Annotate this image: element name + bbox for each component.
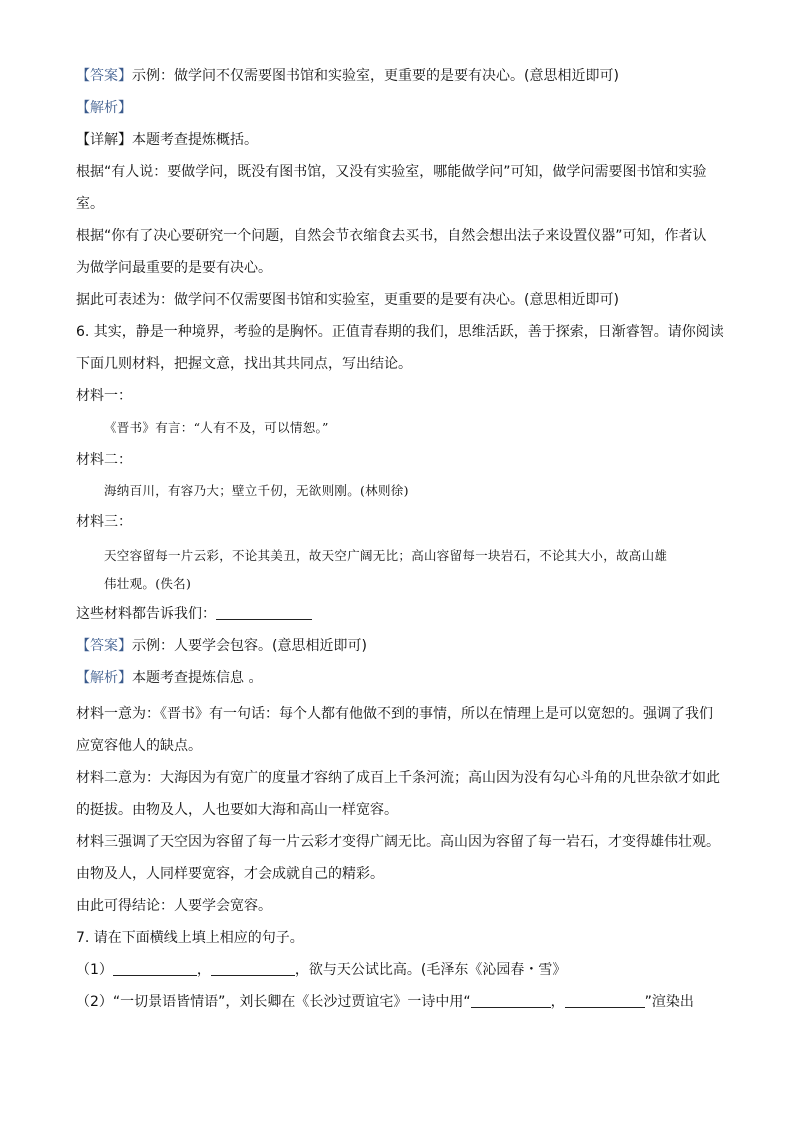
material-3-text: 天空容留每一片云彩，不论其美丑，故天空广阔无比；高山容留每一块岩石，不论其大小，故高山雄 bbox=[104, 548, 668, 563]
q5-conclusion: 据此可表述为：做学问不仅需要图书馆和实验室，更重要的是要有决心。(意思相近即可) bbox=[76, 292, 619, 308]
answer-blank[interactable] bbox=[471, 993, 551, 1008]
q5-answer: 【答案】示例：做学问不仅需要图书馆和实验室，更重要的是要有决心。(意思相近即可) bbox=[76, 68, 619, 84]
material-3-text: 伟壮观。(佚名) bbox=[104, 576, 192, 591]
answer-blank[interactable] bbox=[113, 961, 197, 976]
q6-prompt: 这些材料都告诉我们： bbox=[76, 604, 726, 624]
q6-question: 下面几则材料，把握文意，找出其共同点，写出结论。 bbox=[76, 356, 412, 372]
q6-explanation: 材料一意为：《晋书》有一句话：每个人都有他做不到的事情，所以在情理上是可以宽恕的。强调了我们 bbox=[76, 706, 713, 722]
answer-blank[interactable] bbox=[565, 993, 645, 1008]
q6-explanation: 应宽容他人的缺点。 bbox=[76, 738, 202, 754]
material-1-label: 材料一： bbox=[76, 388, 132, 404]
q7-item-2: （2）“一切景语皆情语”，刘长卿在《长沙过贾谊宅》一诗中用“ ， ”渲染出 bbox=[76, 994, 694, 1010]
answer-tag: 【答案】 bbox=[76, 68, 132, 84]
q5-detail: 【详解】本题考查提炼概括。 bbox=[76, 132, 258, 148]
q5-paragraph: 根据“你有了决心要研究一个问题，自然会节衣缩食去买书，自然会想出法子来设置仪器”可知，作者认 bbox=[76, 228, 707, 244]
q6-explanation: 材料二意为：大海因为有宽广的度量才容纳了成百上千条河流；高山因为没有勾心斗角的凡世杂欲才如此 bbox=[76, 770, 720, 786]
material-3-label: 材料三： bbox=[76, 514, 132, 530]
answer-blank[interactable] bbox=[216, 605, 312, 620]
q6-explanation: 材料三强调了天空因为容留了每一片云彩才变得广阔无比。高山因为容留了每一岩石，才变得雄伟壮观。 bbox=[76, 834, 720, 850]
answer-blank[interactable] bbox=[211, 961, 295, 976]
material-2-text: 海纳百川，有容乃大；壁立千仞，无欲则刚。(林则徐) bbox=[104, 483, 409, 498]
q7-item-1: （1） ， ，欲与天公试比高。(毛泽东《沁园春・雪》 bbox=[76, 962, 567, 978]
q5-paragraph: 室。 bbox=[76, 196, 104, 212]
answer-tag: 【答案】 bbox=[76, 638, 132, 654]
q5-paragraph: 根据“有人说：要做学问，既没有图书馆，又没有实验室，哪能做学问”可知，做学问需要图书馆和实验 bbox=[76, 164, 707, 180]
q6-analysis: 【解析】本题考查提炼信息 。 bbox=[76, 670, 263, 686]
q6-explanation: 的挺拔。由物及人，人也要如大海和高山一样宽容。 bbox=[76, 802, 398, 818]
q6-question: 6. 其实，静是一种境界，考验的是胸怀。正值青春期的我们，思维活跃，善于探索，日渐睿智。请你阅读 bbox=[76, 324, 724, 340]
material-1-text: 《晋书》有言：“人有不及，可以情恕。” bbox=[104, 420, 329, 435]
q6-conclusion: 由此可得结论：人要学会宽容。 bbox=[76, 898, 272, 914]
q5-paragraph: 为做学问最重要的是要有决心。 bbox=[76, 260, 272, 276]
analysis-tag: 【解析】 bbox=[76, 670, 132, 686]
q5-analysis-tag: 【解析】 bbox=[76, 100, 132, 116]
q6-answer: 【答案】示例：人要学会包容。(意思相近即可) bbox=[76, 638, 367, 654]
q7-question: 7. 请在下面横线上填上相应的句子。 bbox=[76, 930, 304, 946]
q6-explanation: 由物及人，人同样要宽容，才会成就自己的精彩。 bbox=[76, 866, 384, 882]
material-2-label: 材料二： bbox=[76, 452, 132, 468]
